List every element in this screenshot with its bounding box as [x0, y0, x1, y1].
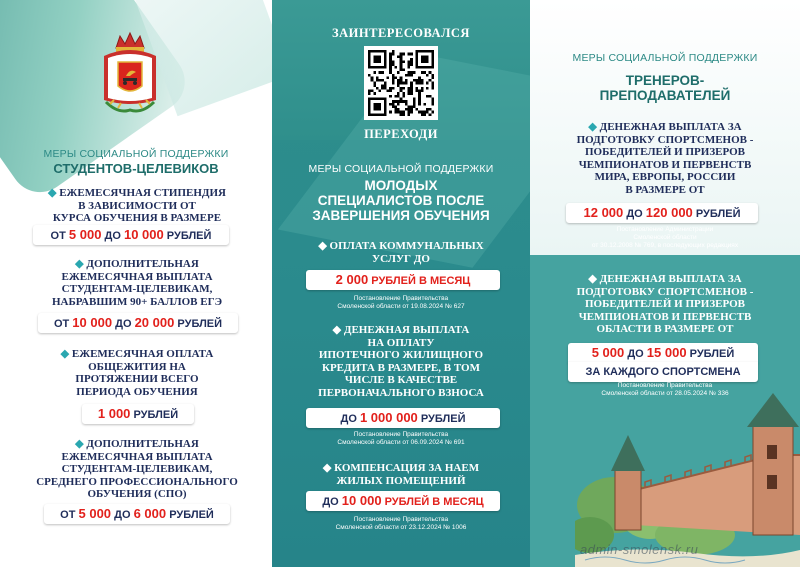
diamond-bullet-icon: ◆ [332, 324, 344, 336]
left-lead-title: СТУДЕНТОВ-ЦЕЛЕВИКОВ [53, 161, 219, 176]
diamond-bullet-icon: ◆ [75, 438, 87, 450]
right-lead-small: МЕРЫ СОЦИАЛЬНОЙ ПОДДЕРЖКИ [572, 52, 758, 64]
left-item-3: ◆ ЕЖЕМЕСЯЧНАЯ ОПЛАТА ОБЩЕЖИТИЯ НА ПРОТЯЖЕНИИ ВСЕГО ПЕРИОДА ОБУЧЕНИЯ [60, 348, 214, 398]
qr-caption-bottom: ПЕРЕХОДИ [364, 127, 438, 141]
diamond-bullet-icon: ◆ [75, 258, 87, 270]
right-item-1: ◆ ДЕНЕЖНАЯ ВЫПЛАТА ЗА ПОДГОТОВКУ СПОРТСМЕНОВ - ПОБЕДИТЕЛЕЙ И ПРИЗЕРОВ ЧЕМПИОНАТОВ И ПЕРВЕНСТВ МИРА, ЕВРОПЫ, РОССИИ В РАЗМЕРЕ ОТ [576, 121, 754, 196]
middle-item-3: ◆ КОМПЕНСАЦИЯ ЗА НАЕМ ЖИЛЫХ ПОМЕЩЕНИЙ [322, 462, 480, 487]
diamond-bullet-icon: ◆ [588, 121, 600, 133]
regulation-note: Постановление Правительства Смоленской области от 28.05.2024 № 336 [601, 382, 729, 397]
amount-pill: 2 000 РУБЛЕЙ В МЕСЯЦ [306, 270, 500, 290]
amount-pill: 12 000 ДО 120 000 РУБЛЕЙ [566, 203, 758, 223]
castle-illustration [575, 385, 800, 567]
diamond-bullet-icon: ◆ [322, 462, 335, 474]
left-item-1: ◆ ЕЖЕМЕСЯЧНАЯ СТИПЕНДИЯ В ЗАВИСИМОСТИ ОТ КУРСА ОБУЧЕНИЯ В РАЗМЕРЕ [48, 187, 226, 224]
regulation-note: Постановление Правительства Смоленской области от 06.09.2024 № 691 [337, 431, 465, 446]
diamond-bullet-icon: ◆ [60, 348, 72, 360]
middle-lead-small: МЕРЫ СОЦИАЛЬНОЙ ПОДДЕРЖКИ [308, 163, 494, 175]
left-item-2: ◆ ДОПОЛНИТЕЛЬНАЯ ЕЖЕМЕСЯЧНАЯ ВЫПЛАТА СТУДЕНТАМ-ЦЕЛЕВИКАМ, НАБРАВШИМ 90+ БАЛЛОВ ЕГЭ [51, 258, 223, 308]
qr-code[interactable] [364, 46, 438, 120]
qr-code-icon [368, 50, 434, 116]
left-lead-small: МЕРЫ СОЦИАЛЬНОЙ ПОДДЕРЖКИ [43, 148, 229, 160]
site-watermark: admin-smolensk.ru [580, 542, 699, 557]
amount-pill: ДО 1 000 000 РУБЛЕЙ [306, 408, 500, 428]
amount-pill: ДО 10 000 РУБЛЕЙ В МЕСЯЦ [306, 491, 500, 511]
diamond-bullet-icon: ◆ [318, 240, 330, 252]
diamond-bullet-icon: ◆ [588, 273, 600, 285]
coat-of-arms-icon [98, 30, 162, 116]
right-lead-title: ТРЕНЕРОВ- ПРЕПОДАВАТЕЛЕЙ [599, 73, 731, 103]
amount-pill: ОТ 5 000 ДО 10 000 РУБЛЕЙ [33, 225, 229, 245]
amount-pill: 1 000 РУБЛЕЙ [82, 404, 194, 424]
middle-lead-title: МОЛОДЫХ СПЕЦИАЛИСТОВ ПОСЛЕ ЗАВЕРШЕНИЯ ОБУЧЕНИЯ [312, 178, 490, 223]
amount-pill: ОТ 5 000 ДО 6 000 РУБЛЕЙ [44, 504, 230, 524]
qr-caption-top: ЗАИНТЕРЕСОВАЛСЯ [332, 26, 470, 40]
amount-pill: ОТ 10 000 ДО 20 000 РУБЛЕЙ [38, 313, 238, 333]
middle-item-1: ◆ ОПЛАТА КОММУНАЛЬНЫХ УСЛУГ ДО [318, 240, 484, 265]
diamond-bullet-icon: ◆ [48, 187, 60, 199]
left-item-4: ◆ ДОПОЛНИТЕЛЬНАЯ ЕЖЕМЕСЯЧНАЯ ВЫПЛАТА СТУДЕНТАМ-ЦЕЛЕВИКАМ, СРЕДНЕГО ПРОФЕССИОНАЛЬНОГО ОБУЧЕНИЯ (СПО) [36, 438, 238, 500]
middle-item-2: ◆ ДЕНЕЖНАЯ ВЫПЛАТА НА ОПЛАТУ ИПОТЕЧНОГО ЖИЛИЩНОГО КРЕДИТА В РАЗМЕРЕ, В ТОМ ЧИСЛЕ В КАЧЕСТВЕ ПЕРВОНАЧАЛЬНОГО ВЗНОСА [318, 324, 484, 399]
regulation-note: Постановление Администрации Смоленской области от 30.12.2008 № 769, в последующих редакциях [591, 226, 739, 249]
amount-pill-subline: ЗА КАЖДОГО СПОРТСМЕНА [568, 362, 758, 382]
right-item-2: ◆ ДЕНЕЖНАЯ ВЫПЛАТА ЗА ПОДГОТОВКУ СПОРТСМЕНОВ - ПОБЕДИТЕЛЕЙ И ПРИЗЕРОВ ЧЕМПИОНАТОВ И ПЕРВЕНСТВ ОБЛАСТИ В РАЗМЕРЕ ОТ [576, 273, 754, 335]
regulation-note: Постановление Правительства Смоленской области от 19.08.2024 № 627 [337, 295, 465, 310]
amount-pill: 5 000 ДО 15 000 РУБЛЕЙ [568, 343, 758, 363]
regulation-note: Постановление Правительства Смоленской области от 23.12.2024 № 1006 [335, 516, 467, 531]
